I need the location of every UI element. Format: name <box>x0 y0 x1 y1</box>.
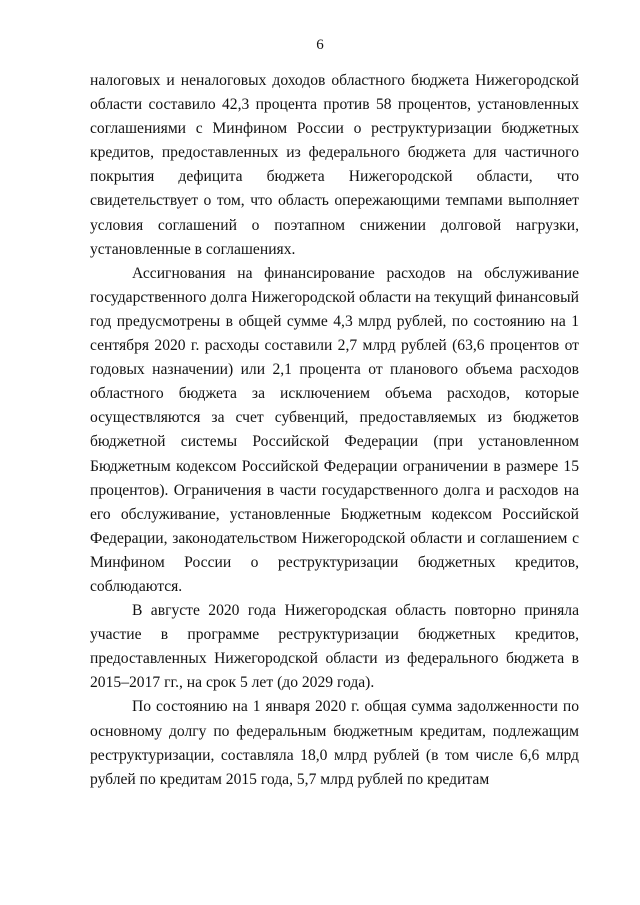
paragraph-restructuring-program: В августе 2020 года Нижегородская область повторно приняла участие в программе реструктуризации бюджетных кредитов, предоставленных Нижегородской области из федерального бюджета в 2015–2017 гг., на срок 5 лет (до 2029 года). <box>90 602 579 692</box>
document-body <box>90 69 579 792</box>
paragraph-debt-total: По состоянию на 1 января 2020 г. общая сумма задолженности по основному долгу по федеральным бюджетным кредитам, подлежащим реструктуризации, составляла 18,0 млрд рублей (в том числе 6,6 млрд рублей по кредитам 2015 года, 5,7 млрд рублей по кредитам <box>90 698 579 788</box>
page-number: 6 <box>316 37 324 53</box>
paragraph-debt-service: Ассигнования на финансирование расходов на обслуживание государственного долга Нижегородской области на текущий финансовый год предусмотрены в общей сумме 4,3 млрд рублей, по состоянию на 1 сентября 2020 г. расходы составили 2,7 млрд рублей (63,6 процентов от годовых назначении) или 2,1 процента от планового объема расходов областного бюджета за исключением объема расходов, которые осуществляются за счет субвенций, предоставляемых из бюджетов бюджетной системы Российской Федерации (при установленном Бюджетным кодексом Российской Федерации ограничении в размере 15 процентов). Ограничения в части государственного долга и расходов на его обслуживание, установленные Бюджетным кодексом Российской Федерации, законодательством Нижегородской области и соглашением с Минфином России о реструктуризации бюджетных кредитов, соблюдаются. <box>90 264 579 595</box>
paragraph-continuation: налоговых и неналоговых доходов областного бюджета Нижегородской области составило 42,3 процента против 58 процентов, установленных соглашениями с Минфином России о реструктуризации бюджетных кредитов, предоставленных из федерального бюджета для частичного покрытия дефицита бюджета Нижегородской области, что свидетельствует о том, что область опережающими темпами выполняет условия соглашений о поэтапном снижении долговой нагрузки, установленные в соглашениях. <box>90 72 579 258</box>
